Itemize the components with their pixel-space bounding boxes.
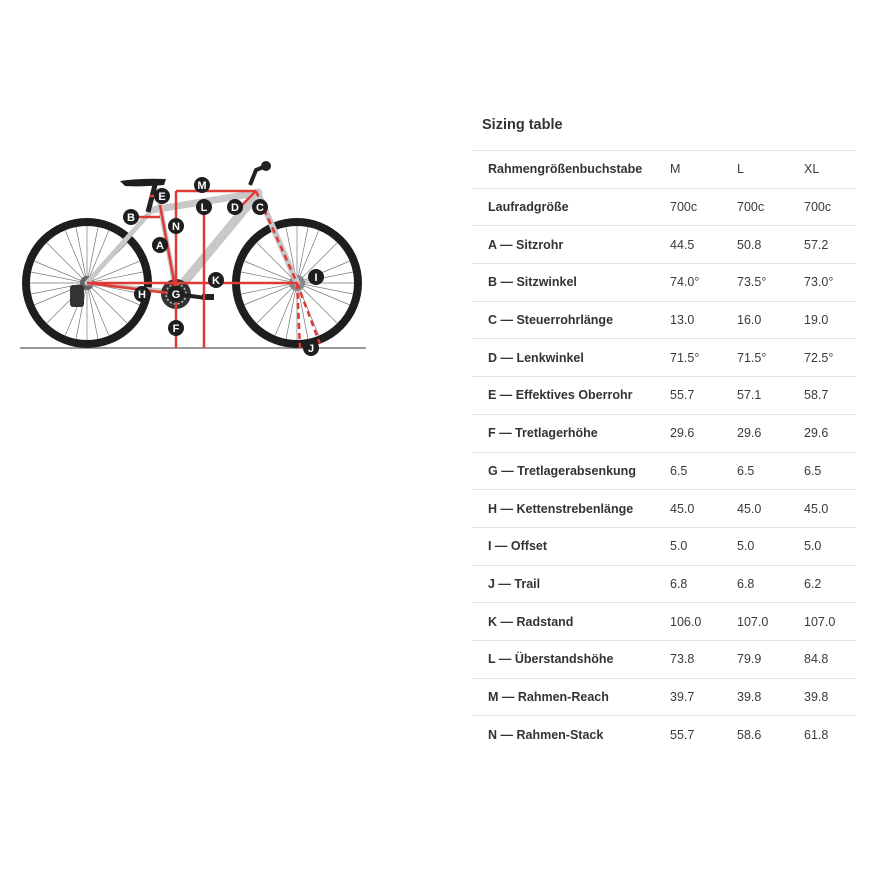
cell-xl: 45.0 [804,490,856,528]
cell-l: 700c [737,188,804,226]
header-label: Rahmengrößenbuchstabe [472,151,670,189]
header-size-xl: XL [804,151,856,189]
row-label: I — Offset [472,527,670,565]
row-label: H — Kettenstrebenlänge [472,490,670,528]
row-label: K — Radstand [472,603,670,641]
cell-xl: 57.2 [804,226,856,264]
label-L [196,199,212,215]
label-G [168,286,184,302]
cell-m: 55.7 [670,716,737,754]
cell-m: 39.7 [670,678,737,716]
label-B [123,209,139,225]
cell-m: 45.0 [670,490,737,528]
cell-m: 6.8 [670,565,737,603]
label-N [168,218,184,234]
cell-l: 29.6 [737,414,804,452]
svg-text:K: K [212,275,220,287]
svg-text:M: M [197,180,207,192]
table-row [472,565,856,603]
table-header-row [472,151,856,189]
label-J [303,340,319,356]
cell-xl: 72.5° [804,339,856,377]
table-row [472,603,856,641]
svg-text:D: D [231,202,239,214]
table-row [472,377,856,415]
table-row [472,490,856,528]
label-C [252,199,268,215]
header-size-m: M [670,151,737,189]
bike-illustration [0,140,380,370]
row-label: G — Tretlagerabsenkung [472,452,670,490]
cell-l: 39.8 [737,678,804,716]
table-row [472,226,856,264]
row-label: L — Überstandshöhe [472,640,670,678]
cell-m: 6.5 [670,452,737,490]
svg-text:I: I [314,272,318,284]
table-row [472,188,856,226]
cell-m: 13.0 [670,301,737,339]
header-size-l: L [737,151,804,189]
cell-xl: 6.2 [804,565,856,603]
cell-xl: 6.5 [804,452,856,490]
label-H [134,286,150,302]
cell-m: 73.8 [670,640,737,678]
label-F [168,320,184,336]
sizing-table-section [472,110,856,754]
row-label: N — Rahmen-Stack [472,716,670,754]
cell-l: 16.0 [737,301,804,339]
svg-text:B: B [127,212,135,224]
table-row [472,452,856,490]
cell-l: 57.1 [737,377,804,415]
cell-l: 107.0 [737,603,804,641]
cell-l: 73.5° [737,264,804,302]
svg-text:H: H [138,289,146,301]
cell-m: 5.0 [670,527,737,565]
cell-xl: 5.0 [804,527,856,565]
row-label: C — Steuerrohrlänge [472,301,670,339]
cell-l: 6.8 [737,565,804,603]
table-row [472,716,856,754]
label-E [154,188,170,204]
svg-text:J: J [307,343,315,355]
cell-l: 58.6 [737,716,804,754]
cell-l: 71.5° [737,339,804,377]
cell-xl: 107.0 [804,603,856,641]
label-K [208,272,224,288]
table-row [472,301,856,339]
cell-l: 50.8 [737,226,804,264]
svg-text:A: A [156,240,164,252]
table-row [472,414,856,452]
cell-l: 45.0 [737,490,804,528]
cell-m: 55.7 [670,377,737,415]
cell-m: 74.0° [670,264,737,302]
table-row [472,678,856,716]
cell-xl: 61.8 [804,716,856,754]
cell-m: 44.5 [670,226,737,264]
svg-text:L: L [200,202,208,214]
cell-xl: 700c [804,188,856,226]
svg-text:E: E [158,191,166,203]
row-label: Laufradgröße [472,188,670,226]
svg-text:N: N [172,221,180,233]
row-label: D — Lenkwinkel [472,339,670,377]
row-label: E — Effektives Oberrohr [472,377,670,415]
cell-xl: 58.7 [804,377,856,415]
cell-m: 106.0 [670,603,737,641]
table-row [472,640,856,678]
row-label: F — Tretlagerhöhe [472,414,670,452]
table-row [472,339,856,377]
cell-l: 6.5 [737,452,804,490]
svg-text:G: G [171,289,181,301]
label-M [194,177,210,193]
label-D [227,199,243,215]
bike-geometry-diagram [0,140,380,370]
svg-text:F: F [172,323,180,335]
table-row [472,264,856,302]
row-label: B — Sitzwinkel [472,264,670,302]
row-label: M — Rahmen-Reach [472,678,670,716]
row-label: J — Trail [472,565,670,603]
row-label: A — Sitzrohr [472,226,670,264]
label-I [308,269,324,285]
cell-xl: 39.8 [804,678,856,716]
saddle-icon [120,179,166,187]
cell-m: 700c [670,188,737,226]
cell-m: 71.5° [670,339,737,377]
cell-l: 79.9 [737,640,804,678]
sizing-table-title: Sizing table [482,117,563,133]
table-row [472,527,856,565]
cell-l: 5.0 [737,527,804,565]
cell-xl: 73.0° [804,264,856,302]
label-A [152,237,168,253]
cell-xl: 29.6 [804,414,856,452]
cell-xl: 84.8 [804,640,856,678]
svg-text:C: C [256,202,264,214]
cell-m: 29.6 [670,414,737,452]
sizing-table [472,150,856,754]
cell-xl: 19.0 [804,301,856,339]
